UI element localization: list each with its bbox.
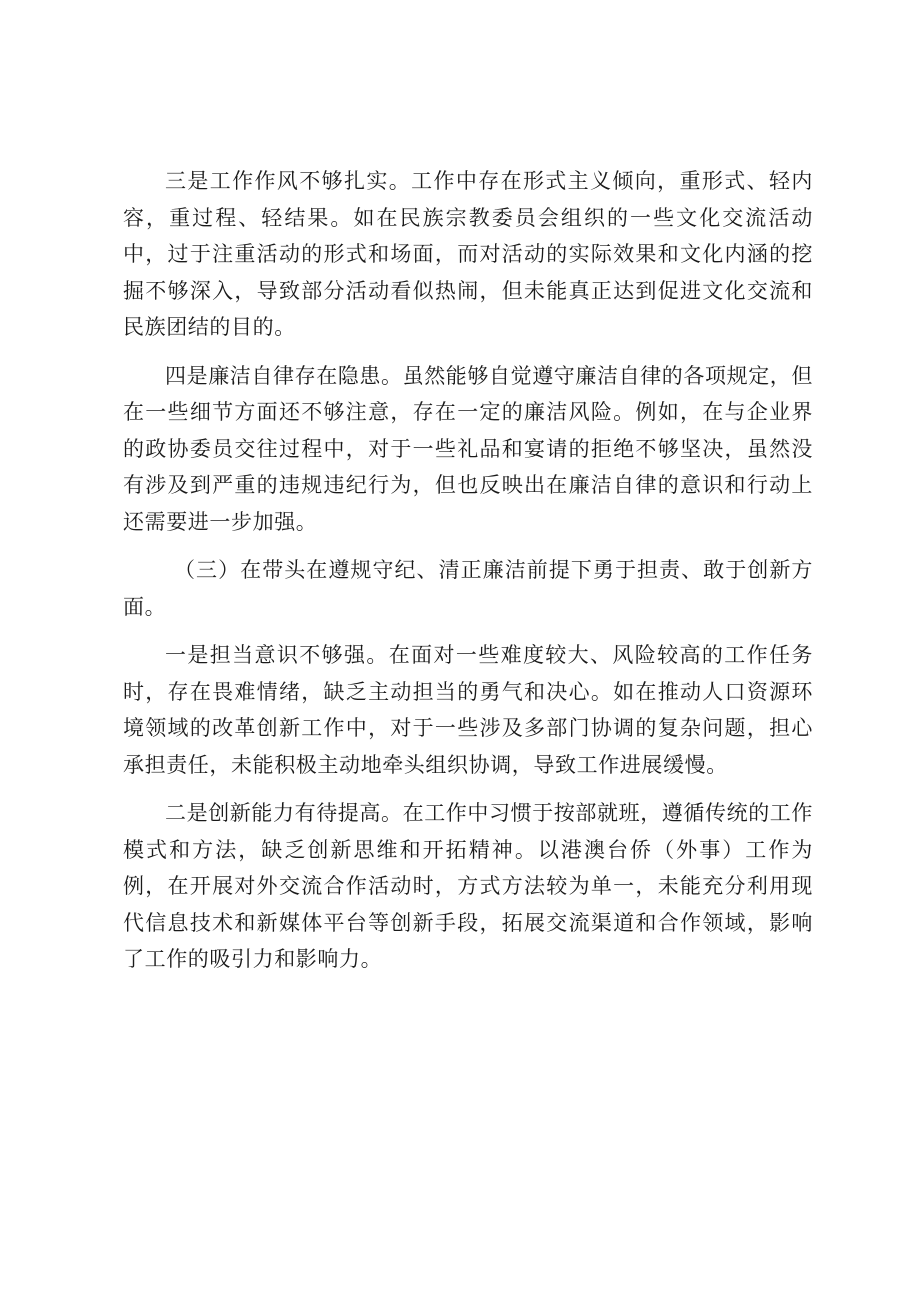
paragraph-responsibility: 一是担当意识不够强。在面对一些难度较大、风险较高的工作任务时，存在畏难情绪，缺乏主动担当的勇气和决心。如在推动人口资源环境领域的改革创新工作中，对于一些涉及多部门协调的复杂问题，担心承担责任，未能积极主动地牵头组织协调，导致工作进展缓慢。 (123, 643, 813, 777)
paragraph-work-style: 三是工作作风不够扎实。工作中存在形式主义倾向，重形式、轻内容，重过程、轻结果。如在民族宗教委员会组织的一些文化交流活动中，过于注重活动的形式和场面，而对活动的实际效果和文化内涵的挖掘不够深入，导致部分活动看似热闹，但未能真正达到促进文化交流和民族团结的目的。 (123, 169, 813, 339)
document-page (123, 163, 813, 990)
section-heading-three: （三）在带头在遵规守纪、清正廉洁前提下勇于担责、敢于创新方面。 (123, 558, 813, 619)
paragraph-integrity: 四是廉洁自律存在隐患。虽然能够自觉遵守廉洁自律的各项规定，但在一些细节方面还不够注意，存在一定的廉洁风险。例如，在与企业界的政协委员交往过程中，对于一些礼品和宴请的拒绝不够坚决，虽然没有涉及到严重的违规违纪行为，但也反映出在廉洁自律的意识和行动上还需要进一步加强。 (123, 363, 813, 534)
paragraph-innovation: 二是创新能力有待提高。在工作中习惯于按部就班，遵循传统的工作模式和方法，缺乏创新思维和开拓精神。以港澳台侨（外事）工作为例，在开展对外交流合作活动时，方式方法较为单一，未能充分利用现代信息技术和新媒体平台等创新手段，拓展交流渠道和合作领域，影响了工作的吸引力和影响力。 (123, 801, 813, 971)
